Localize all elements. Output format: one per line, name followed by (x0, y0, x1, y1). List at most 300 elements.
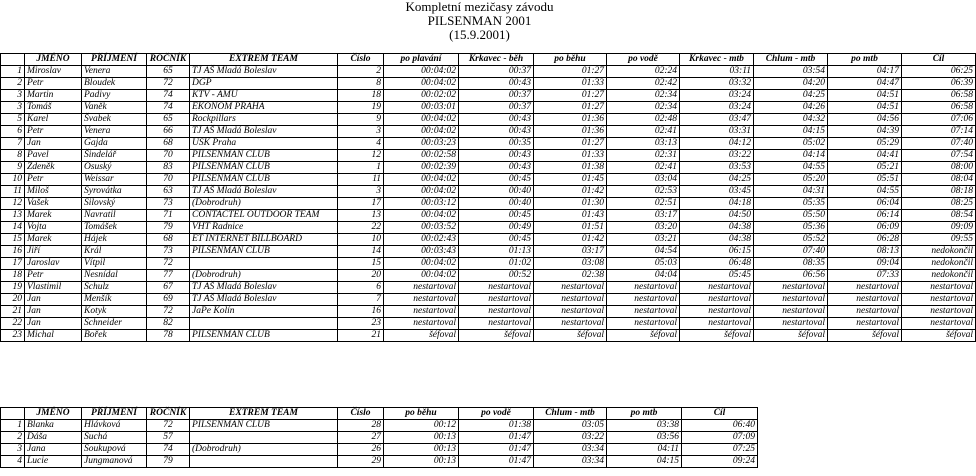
column-header: po běhu (384, 408, 459, 420)
table-cell: 03:08 (534, 258, 607, 270)
table-cell: Blanka (25, 420, 82, 432)
table-cell: Vlastimil (25, 282, 82, 294)
table-cell: nestartoval (754, 318, 828, 330)
table-cell: 15 (338, 258, 384, 270)
table-row (1, 126, 976, 138)
table-cell: 04:55 (828, 186, 902, 198)
table-cell: šéfoval (680, 330, 754, 342)
table-cell: 05:21 (828, 162, 902, 174)
table-cell: Bloudek (82, 78, 147, 90)
table-cell: Švabek (82, 114, 147, 126)
table-cell: DGP (190, 78, 338, 90)
table-cell: 00:04:02 (384, 66, 459, 78)
column-header: po mtb (828, 54, 902, 66)
table-cell: 07:40 (754, 246, 828, 258)
table-cell: nestartoval (384, 306, 459, 318)
table-row (1, 150, 976, 162)
table-cell: 21 (338, 330, 384, 342)
table-cell: 74 (147, 444, 190, 456)
table-cell: 01:27 (534, 102, 607, 114)
table-row (1, 186, 976, 198)
table-cell: 06:25 (902, 66, 976, 78)
table-cell: 16 (1, 246, 25, 258)
table-cell: Venera (82, 126, 147, 138)
table-header-row (1, 54, 976, 66)
table-cell: Schneider (82, 318, 147, 330)
table-cell: 01:47 (459, 444, 534, 456)
table-cell: 13 (338, 210, 384, 222)
table-cell: Osuský (82, 162, 147, 174)
table-cell: Jan (25, 318, 82, 330)
table-cell: 01:27 (534, 90, 607, 102)
table-row (1, 114, 976, 126)
table-cell: 00:02:39 (384, 162, 459, 174)
table-cell: 70 (147, 174, 190, 186)
table-cell: 05:29 (828, 138, 902, 150)
table-cell: 09:04 (828, 258, 902, 270)
table-cell: 00:03:01 (384, 102, 459, 114)
table-cell: 3 (1, 90, 25, 102)
table-cell: 02:34 (607, 102, 680, 114)
table-cell: TJ AŠ Mladá Boleslav (190, 186, 338, 198)
table-cell: 17 (1, 258, 25, 270)
table-cell: PILSENMAN CLUB (190, 174, 338, 186)
table-cell: PILSENMAN CLUB (190, 330, 338, 342)
table-cell: 06:28 (828, 234, 902, 246)
table-cell: šéfoval (459, 330, 534, 342)
table-cell: 66 (147, 126, 190, 138)
table-cell: CONTACTEL OUTDOOR TEAM (190, 210, 338, 222)
table-cell: Jaroslav (25, 258, 82, 270)
table-cell: 05:20 (754, 174, 828, 186)
table-row (1, 210, 976, 222)
table-cell: Tomáš (25, 102, 82, 114)
table-cell: 06:58 (902, 102, 976, 114)
table-cell: Miroslav (25, 66, 82, 78)
column-header: ROČNÍK (147, 408, 190, 420)
table-cell: 00:52 (459, 270, 534, 282)
table-cell: Dáša (25, 432, 82, 444)
table-cell: 01:38 (534, 162, 607, 174)
table-cell: 02:41 (607, 126, 680, 138)
table-cell: 12 (338, 150, 384, 162)
table-cell: nestartoval (828, 306, 902, 318)
table-cell: 8 (1, 150, 25, 162)
table-cell: Navratil (82, 210, 147, 222)
table-cell (190, 432, 338, 444)
column-header: Cíl (902, 54, 976, 66)
table-cell: 74 (147, 102, 190, 114)
table-cell: 01:36 (534, 126, 607, 138)
table-cell: VHT Radnice (190, 222, 338, 234)
table-cell: 03:17 (534, 246, 607, 258)
table-cell: 1 (1, 66, 25, 78)
table-cell: TJ AŠ Mladá Boleslav (190, 294, 338, 306)
table-row (1, 330, 976, 342)
table-cell: 04:54 (607, 246, 680, 258)
table-cell: 04:14 (754, 150, 828, 162)
table-cell: 03:24 (680, 102, 754, 114)
table-cell: Karel (25, 114, 82, 126)
table-cell: Tomášek (82, 222, 147, 234)
table-cell: 08:04 (902, 174, 976, 186)
table-cell: nestartoval (754, 306, 828, 318)
table-cell: nestartoval (534, 294, 607, 306)
table-cell (190, 258, 338, 270)
table-cell: 00:02:58 (384, 150, 459, 162)
table-cell: nestartoval (607, 282, 680, 294)
table-cell: 05:52 (754, 234, 828, 246)
table-cell: 00:45 (459, 234, 534, 246)
table-cell: 00:04:02 (384, 114, 459, 126)
table-cell: 03:17 (607, 210, 680, 222)
table-cell: Marek (25, 234, 82, 246)
table-cell: 02:41 (607, 162, 680, 174)
table-cell: 03:32 (680, 78, 754, 90)
table-cell: Marek (25, 210, 82, 222)
table-row (1, 432, 758, 444)
table-cell: 03:45 (680, 186, 754, 198)
table-cell: 09:55 (902, 234, 976, 246)
table-cell: 05:45 (680, 270, 754, 282)
table-cell: nestartoval (828, 282, 902, 294)
table-cell: Vašek (25, 198, 82, 210)
table-cell: Soukupová (82, 444, 147, 456)
table-cell: Miloš (25, 186, 82, 198)
table-cell: EKONOM PRAHA (190, 102, 338, 114)
table-cell: 07:40 (902, 138, 976, 150)
table-cell: 01:27 (534, 66, 607, 78)
table-cell: 04:25 (754, 90, 828, 102)
table-cell: nestartoval (607, 306, 680, 318)
table-row (1, 174, 976, 186)
table-cell: 08:35 (754, 258, 828, 270)
table-cell: Bořek (82, 330, 147, 342)
table-cell: 07:25 (682, 444, 758, 456)
table-cell: Jiří (25, 246, 82, 258)
table-cell: 3 (1, 444, 25, 456)
table-cell: 00:04:02 (384, 186, 459, 198)
table-cell: 02:34 (607, 90, 680, 102)
column-header: EXTREM TEAM (190, 54, 338, 66)
table-cell: 18 (1, 270, 25, 282)
table-cell: 83 (147, 162, 190, 174)
table-cell: nedokončil (902, 258, 976, 270)
table-cell: 04:31 (754, 186, 828, 198)
column-header: ROČNÍK (147, 54, 190, 66)
table-cell: 9 (338, 114, 384, 126)
table-cell: nestartoval (459, 318, 534, 330)
table-cell: 71 (147, 210, 190, 222)
table-cell: 07:06 (902, 114, 976, 126)
table-row (1, 246, 976, 258)
table-cell: Schulz (82, 282, 147, 294)
table-cell: nestartoval (902, 282, 976, 294)
table-cell: 05:02 (754, 138, 828, 150)
column-header: Cíl (682, 408, 758, 420)
table-cell: PILSENMAN CLUB (190, 150, 338, 162)
table-cell: 03:13 (607, 138, 680, 150)
table-cell: Hájek (82, 234, 147, 246)
table-cell: 04:15 (607, 456, 682, 468)
table-cell: 02:53 (607, 186, 680, 198)
table-cell: 02:51 (607, 198, 680, 210)
table-cell: 00:13 (384, 444, 459, 456)
table-cell: Menšík (82, 294, 147, 306)
table-cell: 5 (1, 114, 25, 126)
table-row (1, 282, 976, 294)
table-cell: (Dobrodruh) (190, 444, 338, 456)
table-cell: 06:48 (680, 258, 754, 270)
table-cell: 07:54 (902, 150, 976, 162)
table-cell: 04:56 (828, 114, 902, 126)
table-cell: Gajda (82, 138, 147, 150)
table-cell: 72 (147, 420, 190, 432)
table-cell: 00:43 (459, 114, 534, 126)
table-cell: 03:31 (680, 126, 754, 138)
table-row (1, 102, 976, 114)
table-cell: 6 (1, 126, 25, 138)
table-cell: nestartoval (459, 282, 534, 294)
table-cell: 03:56 (607, 432, 682, 444)
table-cell: Hlávková (82, 420, 147, 432)
table-cell: 9 (1, 162, 25, 174)
table-cell: 03:05 (534, 420, 607, 432)
table-cell: 04:55 (754, 162, 828, 174)
table-cell: 00:37 (459, 102, 534, 114)
table-cell: 29 (338, 456, 384, 468)
table-cell: 01:47 (459, 432, 534, 444)
table-row (1, 456, 758, 468)
table-row (1, 258, 976, 270)
table-cell: 03:47 (680, 114, 754, 126)
table-cell: 04:12 (680, 138, 754, 150)
table-cell: 04:38 (680, 234, 754, 246)
table-cell: 04:47 (828, 78, 902, 90)
table-header-row (1, 408, 758, 420)
table-cell: 06:58 (902, 90, 976, 102)
table-cell: 2 (338, 66, 384, 78)
table-cell: 20 (1, 294, 25, 306)
table-cell: 01:33 (534, 150, 607, 162)
table-cell: nestartoval (607, 318, 680, 330)
table-cell: 65 (147, 114, 190, 126)
table-cell: Vítpil (82, 258, 147, 270)
table-cell: Martin (25, 90, 82, 102)
table-cell: 14 (1, 222, 25, 234)
table-cell: 21 (1, 306, 25, 318)
table-cell: 7 (1, 138, 25, 150)
table-cell: Petr (25, 270, 82, 282)
table-row (1, 420, 758, 432)
table-cell: 02:42 (607, 78, 680, 90)
table-cell: 72 (147, 258, 190, 270)
table-cell: 08:13 (828, 246, 902, 258)
table-cell: 04:32 (754, 114, 828, 126)
table-cell: 68 (147, 138, 190, 150)
table-cell: 00:49 (459, 222, 534, 234)
table-cell: 00:04:02 (384, 270, 459, 282)
table-row (1, 78, 976, 90)
table-cell: 00:35 (459, 138, 534, 150)
column-header: po mtb (607, 408, 682, 420)
table-cell: 04:17 (828, 66, 902, 78)
table-cell: Nesnídal (82, 270, 147, 282)
table-cell: 04:38 (680, 222, 754, 234)
table-cell: nestartoval (680, 306, 754, 318)
table-cell: 06:04 (828, 198, 902, 210)
table-cell: Jungmanová (82, 456, 147, 468)
table-cell: 03:22 (534, 432, 607, 444)
table-cell: 10 (338, 234, 384, 246)
table-cell: 16 (338, 306, 384, 318)
table-cell (190, 318, 338, 330)
table-cell: 03:34 (534, 444, 607, 456)
table-cell: 03:53 (680, 162, 754, 174)
table-cell: 03:54 (754, 66, 828, 78)
table-cell: 13 (1, 210, 25, 222)
column-header: po plavání (384, 54, 459, 66)
table-cell: 26 (338, 444, 384, 456)
table-cell: nestartoval (828, 294, 902, 306)
table-cell: 00:40 (459, 186, 534, 198)
column-header (1, 54, 25, 66)
table-cell: 00:02:43 (384, 234, 459, 246)
results-table-women (0, 407, 758, 468)
table-cell: 01:47 (459, 456, 534, 468)
table-cell: nedokončil (902, 270, 976, 282)
table-cell: 00:04:02 (384, 174, 459, 186)
table-cell: 00:43 (459, 78, 534, 90)
table-cell: 14 (338, 246, 384, 258)
table-cell: 02:31 (607, 150, 680, 162)
table-cell: 08:25 (902, 198, 976, 210)
table-cell: nestartoval (384, 282, 459, 294)
table-cell: Suchá (82, 432, 147, 444)
table-row (1, 198, 976, 210)
table-cell: 04:41 (828, 150, 902, 162)
table-cell: Jan (25, 306, 82, 318)
table-cell: 6 (338, 282, 384, 294)
column-header: Chlum - mtb (534, 408, 607, 420)
table-cell: šéfoval (534, 330, 607, 342)
table-cell: PILSENMAN CLUB (190, 246, 338, 258)
table-cell: 00:03:12 (384, 198, 459, 210)
table-cell: 03:21 (607, 234, 680, 246)
table-cell: 01:33 (534, 78, 607, 90)
table-cell: šéfoval (607, 330, 680, 342)
table-cell: 04:51 (828, 102, 902, 114)
table-cell: 79 (147, 456, 190, 468)
table-cell: Venera (82, 66, 147, 78)
table-cell: 19 (338, 102, 384, 114)
table-cell: 7 (338, 294, 384, 306)
table-cell: Syrovátka (82, 186, 147, 198)
table-cell: 27 (338, 432, 384, 444)
table-cell: 19 (1, 282, 25, 294)
column-header: Krkavec - běh (459, 54, 534, 66)
table-cell: 69 (147, 294, 190, 306)
table-cell: 05:36 (754, 222, 828, 234)
column-header: po vodě (459, 408, 534, 420)
table-cell: 79 (147, 222, 190, 234)
table-cell: 02:48 (607, 114, 680, 126)
table-cell: nestartoval (680, 282, 754, 294)
column-header: po běhu (534, 54, 607, 66)
table-cell: 00:37 (459, 90, 534, 102)
table-cell: (Dobrodruh) (190, 270, 338, 282)
table-cell: šéfoval (754, 330, 828, 342)
table-cell: Padivy (82, 90, 147, 102)
table-cell: 00:04:02 (384, 126, 459, 138)
table-cell: 72 (147, 78, 190, 90)
column-header: Krkavec - mtb (680, 54, 754, 66)
table-cell: 07:33 (828, 270, 902, 282)
table-cell: 00:04:02 (384, 78, 459, 90)
table-cell: 00:37 (459, 66, 534, 78)
table-cell: 23 (338, 318, 384, 330)
table-cell: nestartoval (534, 306, 607, 318)
table-cell: Weissar (82, 174, 147, 186)
table-cell: 18 (338, 90, 384, 102)
table-cell: nestartoval (384, 294, 459, 306)
table-cell: 00:13 (384, 432, 459, 444)
column-header: po vodě (607, 54, 680, 66)
table-cell: 03:24 (680, 90, 754, 102)
table-cell: Jan (25, 138, 82, 150)
table-row (1, 222, 976, 234)
table-row (1, 90, 976, 102)
table-cell: nestartoval (534, 282, 607, 294)
column-header: JMÉNO (25, 54, 82, 66)
table-cell: 67 (147, 282, 190, 294)
table-cell: 01:13 (459, 246, 534, 258)
table-cell: 07:09 (682, 432, 758, 444)
table-cell: 06:56 (754, 270, 828, 282)
table-cell: 72 (147, 306, 190, 318)
table-cell: 23 (1, 330, 25, 342)
table-cell: Zdeněk (25, 162, 82, 174)
table-cell: 00:03:43 (384, 246, 459, 258)
table-cell: 03:34 (534, 456, 607, 468)
table-cell: 00:04:02 (384, 258, 459, 270)
table-cell: 04:18 (680, 198, 754, 210)
table-cell: PILSENMAN CLUB (190, 162, 338, 174)
column-header: PŘÍJMENÍ (82, 54, 147, 66)
column-header (1, 408, 25, 420)
table-cell: nestartoval (902, 294, 976, 306)
table-row (1, 318, 976, 330)
results-table-men (0, 53, 976, 342)
table-cell: 3 (338, 126, 384, 138)
table-cell: Jan (25, 294, 82, 306)
table-cell: 74 (147, 90, 190, 102)
table-cell: 00:45 (459, 174, 534, 186)
table-row (1, 234, 976, 246)
table-cell: TJ AŠ Mladá Boleslav (190, 66, 338, 78)
table-cell: Král (82, 246, 147, 258)
table-cell: 03:38 (607, 420, 682, 432)
table-cell: 00:03:23 (384, 138, 459, 150)
table-cell: 22 (338, 222, 384, 234)
page-title-line2: PILSENMAN 2001 (427, 13, 532, 28)
table-cell: 4 (1, 456, 25, 468)
table-cell: 05:51 (828, 174, 902, 186)
table-cell: 00:43 (459, 126, 534, 138)
table-cell: Pavel (25, 150, 82, 162)
table-cell: 06:40 (682, 420, 758, 432)
table-cell: 04:51 (828, 90, 902, 102)
